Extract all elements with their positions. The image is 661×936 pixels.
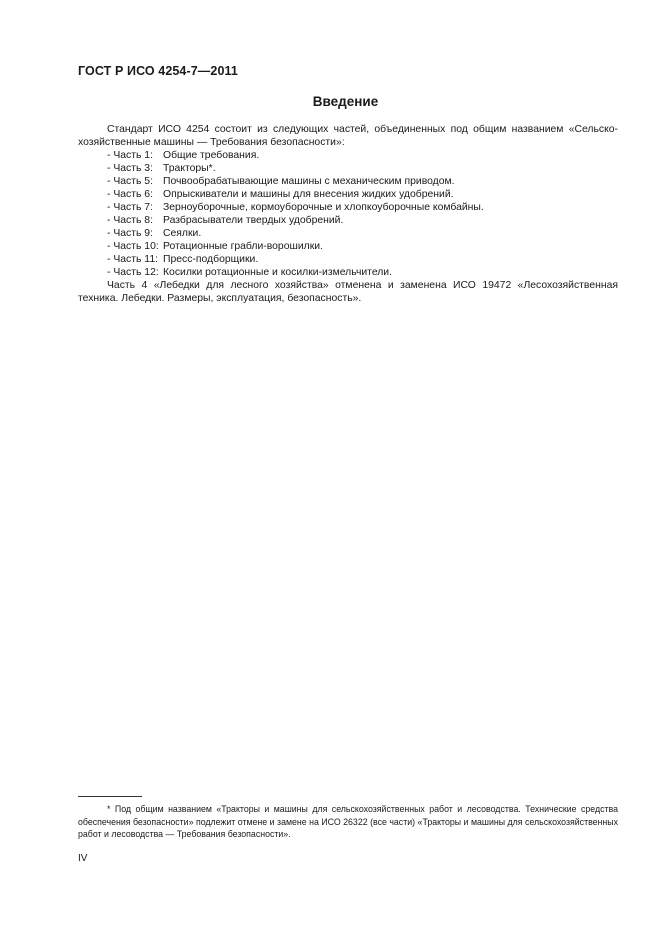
parts-list [78,149,618,279]
part-number: - Часть 12: [107,267,159,278]
list-item [78,201,618,214]
list-item [78,214,618,227]
list-item [78,240,618,253]
list-item [78,162,618,175]
list-item [78,188,618,201]
part-number: - Часть 7: [107,202,153,213]
part-title: Опрыскиватели и машины для внесения жидких удобрений. [163,189,454,200]
list-item [78,253,618,266]
part-number: - Часть 10: [107,241,159,252]
list-item [78,149,618,162]
part-number: - Часть 9: [107,228,153,239]
list-item [78,175,618,188]
intro-paragraph: Стандарт ИСО 4254 состоит из следующих частей, объединенных под общим названием «Сельско-хозяйственные машины — Требования безопасности»: [78,124,618,148]
part-number: - Часть 6: [107,189,153,200]
part-title: Зерноуборочные, кормоуборочные и хлопкоуборочные комбайны. [163,202,484,213]
part-number: - Часть 8: [107,215,153,226]
section-title: Введение [312,94,379,109]
part-title: Разбрасыватели твердых удобрений. [163,215,344,226]
part-title: Почвообрабатывающие машины с механическим приводом. [163,176,455,187]
list-item [78,227,618,240]
page-number: IV [78,853,88,864]
part-title: Пресс-подборщики. [163,254,259,265]
footnote: * Под общим названием «Тракторы и машины для сельскохозяйственных работ и лесоводства. Технические средства обеспечения безопасности» подлежит отмене и замене на ИСО 26322 (все части) «Тракторы и машины для сельскохозяйственных работ и лесоводства — Требования безопасности». [78,804,618,840]
document-code-header: ГОСТ Р ИСО 4254-7—2011 [78,64,238,78]
part-number: - Часть 5: [107,176,153,187]
introduction-body [78,123,618,305]
part-title: Тракторы*. [163,163,216,174]
footnote-separator [78,796,142,797]
closing-paragraph: Часть 4 «Лебедки для лесного хозяйства» отменена и заменена ИСО 19472 «Лесохозяйственная техника. Лебедки. Размеры, эксплуатация, безопасность». [78,280,618,304]
part-number: - Часть 11: [107,254,158,265]
part-number: - Часть 3: [107,163,153,174]
part-title: Общие требования. [163,150,260,161]
part-title: Сеялки. [163,228,202,239]
part-title: Косилки ротационные и косилки-измельчители. [163,267,393,278]
list-item [78,266,618,279]
part-title: Ротационные грабли-ворошилки. [163,241,323,252]
part-number: - Часть 1: [107,150,153,161]
